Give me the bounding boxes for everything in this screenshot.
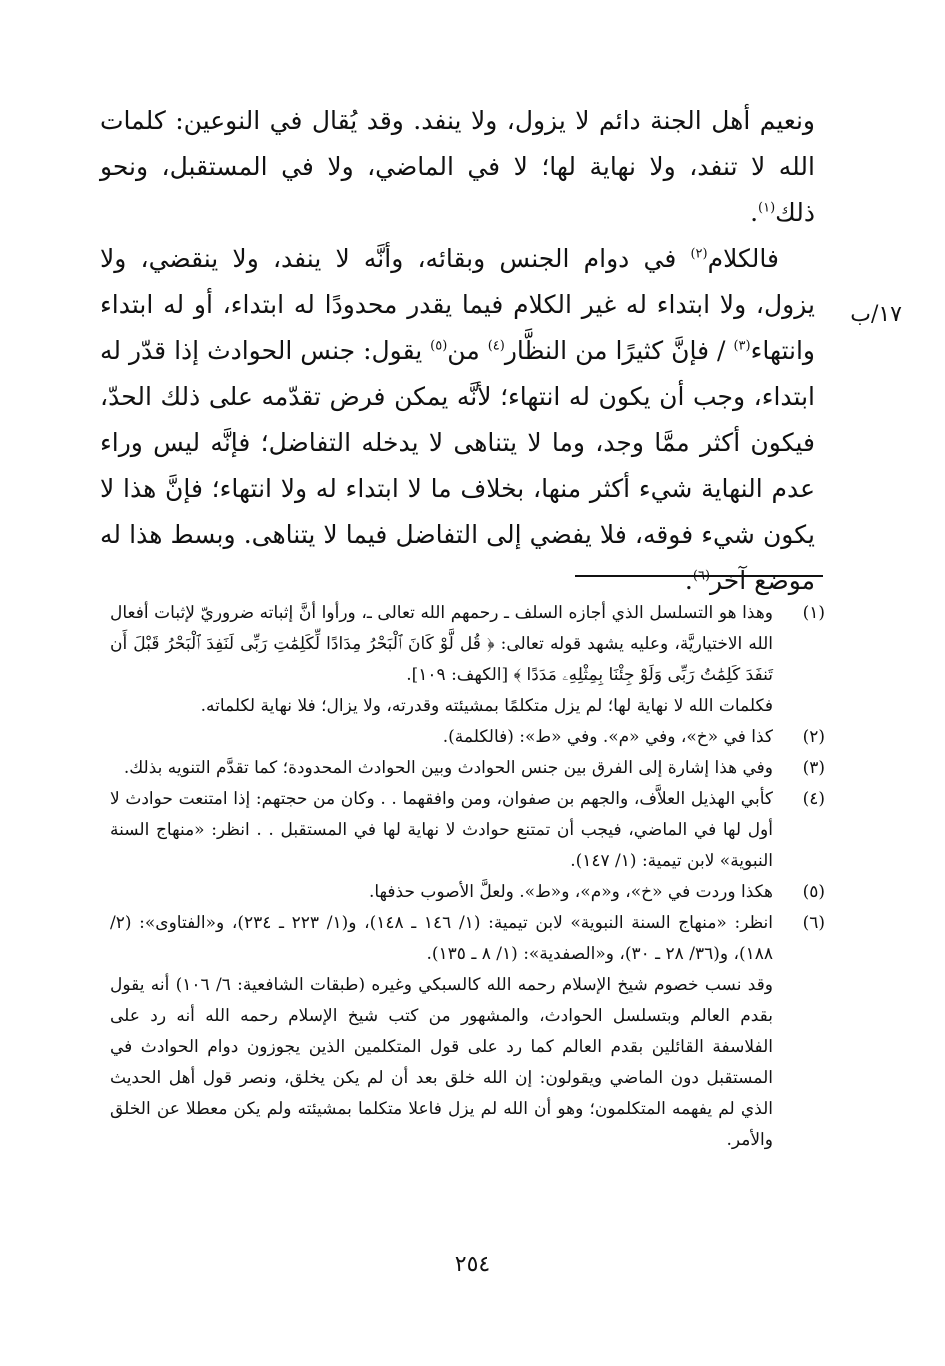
page-number: ٢٥٤ xyxy=(454,1252,491,1277)
footnote-4 xyxy=(110,784,825,877)
footnote-text: وهذا هو التسلسل الذي أجازه السلف ـ رحمهم الله تعالى ـ، ورأوا أنَّ إثباته ضروريّ لإثبات أفعال الله الاختياريَّة، وعليه يشهد قوله تعالى: ﴿ قُل لَّوْ كَانَ ٱلْبَحْرُ مِدَادًا لِّكَلِمَٰتِ رَبِّى لَنَفِدَ ٱلْبَحْرُ قَبْلَ أَن تَنفَدَ كَلِمَٰتُ رَبِّى وَلَوْ جِئْنَا بِمِثْلِهِۦ مَدَدًا ﴾ [الكهف: ١٠٩]. xyxy=(110,603,773,685)
paragraph-1-text: ونعيم أهل الجنة دائم لا يزول، ولا ينفد. وقد يُقال في النوعين: كلمات الله لا تنفد، ولا نهاية لها؛ لا في الماضي، ولا في المستقبل، ونحو ذلك xyxy=(100,106,815,227)
footnote-separator xyxy=(575,575,823,577)
footnote-text: هكذا وردت في «خ»، و«م»، و«ط». ولعلَّ الأصوب حذفها. xyxy=(368,882,773,902)
paragraph-2-mid1: في دوام الجنس وبقائه، وأنَّه لا ينفد، ولا ينقضي، ولا يزول، ولا ابتداء له غير الكلام فيما يقدر محدودًا له ابتداء، أو له ابتداء وانتهاء xyxy=(100,244,815,365)
paragraph-2-pre: فالكلام xyxy=(707,244,779,273)
footnote-number: (٣) xyxy=(802,758,825,778)
footnote-ref-6[interactable]: (٦) xyxy=(692,568,711,584)
footnotes xyxy=(110,598,825,1156)
footnote-1 xyxy=(110,598,825,722)
footnote-3 xyxy=(110,753,825,784)
footnote-extra: فكلمات الله لا نهاية لها؛ لم يزل متكلمًا بمشيئته وقدرته، ولا يزال؛ فلا نهاية لكلماته. xyxy=(200,696,773,716)
margin-folio-note: ١٧/ب xyxy=(850,302,902,327)
footnote-text: كذا في «خ»، وفي «م». وفي «ط»: (فالكلمة). xyxy=(442,727,773,747)
footnote-5 xyxy=(110,877,825,908)
paragraph-2 xyxy=(100,236,815,604)
footnote-text: انظر: «منهاج السنة النبوية» لابن تيمية: (١/ ١٤٦ ـ ١٤٨)، و(١/ ٢٢٣ ـ ٢٣٤)، و«الفتاوى»: (٢/ ١٨٨)، و(٣٦/ ٢٨ ـ ٣٠)، و«الصفدية»: (١/ ٨ ـ ١٣٥). xyxy=(110,913,773,964)
footnote-6 xyxy=(110,908,825,1156)
paragraph-2-mid4: يقول: جنس الحوادث إذا قدّر له ابتداء، وجب أن يكون له انتهاء؛ لأنَّه يمكن فرض تقدّمه على ذلك الحدّ، فيكون أكثر ممَّا وجد، وما لا يتناهى لا يدخله التفاضل؛ فإنَّه ليس وراء عدم النهاية شيء أكثر منها، بخلاف ما لا ابتداء له ولا انتهاء؛ فإنَّ هذا لا يكون شيء فوقه، فلا يفضي إلى التفاضل فيما لا يتناهى. وبسط هذا له موضع آخر xyxy=(100,336,815,595)
footnote-ref-3[interactable]: (٣) xyxy=(733,338,751,354)
footnote-2 xyxy=(110,722,825,753)
footnote-ref-5[interactable]: (٥) xyxy=(430,338,448,354)
footnote-number: (٦) xyxy=(802,913,825,933)
footnote-number: (٢) xyxy=(802,727,825,747)
paragraph-1-tail: . xyxy=(750,198,759,227)
footnote-number: (٤) xyxy=(802,789,825,809)
footnote-ref-1[interactable]: (١) xyxy=(758,200,776,216)
paragraph-2-mid2: / فإنَّ كثيرًا من النظَّار xyxy=(504,336,734,365)
footnote-number: (١) xyxy=(802,603,825,623)
paragraph-2-tail: . xyxy=(684,566,693,595)
main-text xyxy=(100,98,815,604)
footnote-ref-2[interactable]: (٢) xyxy=(690,246,708,262)
footnote-extra: وقد نسب خصوم شيخ الإسلام رحمه الله كالسبكي وغيره (طبقات الشافعية: ٦/ ١٠٦) أنه يقول بقدم العالم وبتسلسل الحوادث، والمشهور من كتب شيخ الإسلام رحمه الله أنه رد على الفلاسفة القائلين بقدم العالم كما رد على قول المتكلمين الذين يجوزون دوام الحوادث في المستقبل دون الماضي ويقولون: إن الله خلق بعد أن لم يكن يخلق، ونصر قول أهل الحديث الذي لم يفهمه المتكلمون؛ وهو أن الله لم يزل فاعلا متكلما بمشيئته ولم يكن معطلا عن الخلق والأمر. xyxy=(110,975,773,1150)
footnote-ref-4[interactable]: (٤) xyxy=(487,338,505,354)
paragraph-1 xyxy=(100,98,815,236)
paragraph-2-mid3: من xyxy=(447,336,488,365)
footnote-text: وفي هذا إشارة إلى الفرق بين جنس الحوادث وبين الحوادث المحدودة؛ كما تقدَّم التنويه بذلك. xyxy=(123,758,773,778)
footnote-text: كأبي الهذيل العلاَّف، والجهم بن صفوان، ومن وافقهما . . وكان من حجتهم: إذا امتنعت حوادث لا أول لها في الماضي، فيجب أن تمتنع حوادث لا نهاية لها في المستقبل . . انظر: «منهاج السنة النبوية» لابن تيمية: (١/ ١٤٧). xyxy=(110,789,773,871)
footnote-number: (٥) xyxy=(802,882,825,902)
